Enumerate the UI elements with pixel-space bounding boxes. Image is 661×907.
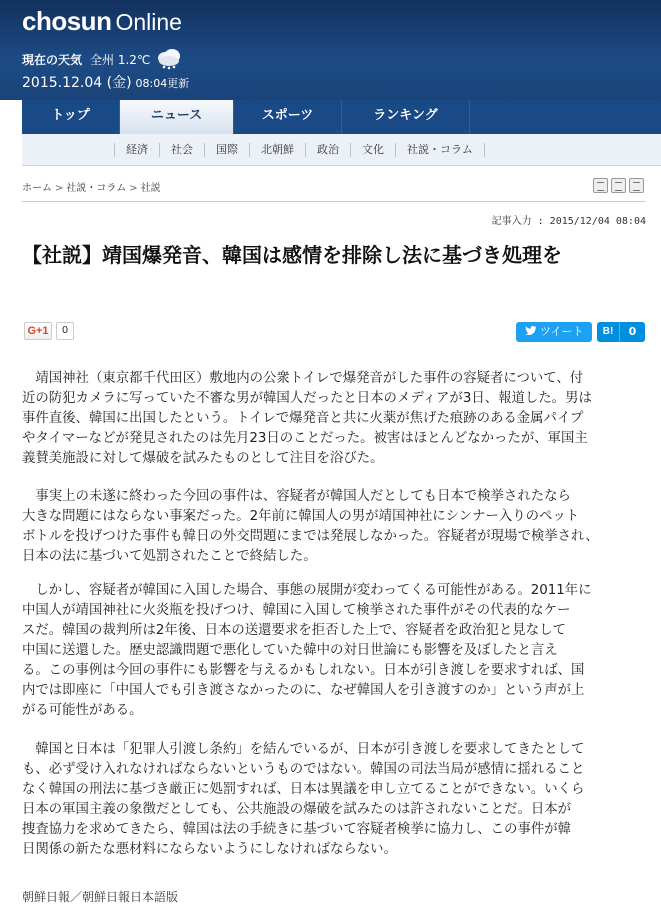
paragraph-line: 事件直後、韓国に出国したという。トイレで爆発音と共に火薬が焦げた痕跡のある金属パイプ [22,411,584,426]
paragraph-line: しかし、容疑者が韓国に入国した場合、事態の展開が変わってくる可能性がある。2011年に [22,583,592,598]
article-paragraph-3 [22,581,646,721]
print-icon[interactable] [593,178,608,193]
paragraph-line: 韓国と日本は「犯罪人引渡し条約」を結んでいるが、日本が引き渡しを要求してきたとして [22,742,585,757]
paragraph-line: ボトルを投げつけた事件も韓日の外交問題にまでは発展しなかった。容疑者が現場で検挙され、 [22,529,599,544]
list-icon[interactable] [611,178,626,193]
tweet-button[interactable] [516,322,592,342]
cloud-snow-icon [156,48,182,70]
paragraph-line: がる可能性がある。 [22,703,143,718]
twitter-bird-icon [525,325,541,338]
article-title: 【社説】靖国爆発音、韓国は感情を排除し法に基づき処理を [22,243,562,267]
paragraph-line: 靖国神社（東京都千代田区）敷地内の公衆トイレで爆発音がした事件の容疑者について、付 [22,371,584,386]
hatena-bookmark [597,322,645,342]
subnav-politics[interactable]: 政治 [306,143,351,157]
subnav-editorial[interactable]: 社説・コラム [396,143,485,157]
nav-sports[interactable]: スポーツ [234,100,342,134]
weather-widget [22,48,182,70]
paragraph-line: も、必ず受け入れなければならないというものではない。韓国の司法当局が感情に揺れること [22,762,585,777]
breadcrumb-separator: > [129,183,138,194]
tweet-label: ツイート [540,325,584,338]
gplus-share [24,321,74,341]
site-header [0,0,661,100]
subnav-culture[interactable]: 文化 [351,143,396,157]
gplus-button[interactable]: G+1 [24,322,52,340]
logo-main: chosun [22,6,112,36]
sub-nav [22,134,661,166]
breadcrumb-separator: > [55,183,64,194]
paragraph-line: なく韓国の刑法に基づき厳正に処罰すれば、日本は異議を申し立てることができない。いくら [22,782,585,797]
article-paragraph-1 [22,369,646,469]
paragraph-line: 事実上の未遂に終わった今回の事件は、容疑者が韓国人だとしても日本で検挙されたなら [22,489,571,504]
breadcrumb-editorial-column[interactable]: 社説・コラム [66,183,127,194]
paragraph-line: 内では即座に「中国人でも引き渡さなかったのに、なぜ韓国人を引き渡すのか」という声が上 [22,683,585,698]
paragraph-line: る。この事例は今回の事件にも影響を与えるかもしれない。日本が引き渡しを要求すれば、国 [22,663,585,678]
update-time: 08:04更新 [135,77,190,90]
breadcrumb [22,179,161,194]
article-source: 朝鮮日報／朝鮮日報日本語版 [22,890,179,904]
paragraph-line: スだ。韓国の裁判所は2年後、日本の送還要求を拒否した上で、容疑者を政治犯と見なして [22,623,566,638]
paragraph-line: 日関係の新たな悪材料にならないようにしなければならない。 [22,842,397,857]
subnav-economy[interactable]: 経済 [114,143,160,157]
update-datetime [22,72,189,92]
nav-top[interactable]: トップ [22,100,120,134]
paragraph-line: 大きな問題にはならない事案だった。2年前に韓国人の男が靖国神社にシンナー入りのペット [22,509,580,524]
paragraph-line: 中国に送還した。歴史認識問題で悪化していた韓中の対日世論にも影響を及ぼしたと言え [22,643,558,658]
nav-ranking[interactable]: ランキング [342,100,470,134]
weather-label: 現在の天気 [22,52,83,67]
breadcrumb-home[interactable]: ホーム [22,183,52,194]
subnav-north-korea[interactable]: 北朝鮮 [250,143,306,157]
site-logo[interactable] [22,6,182,37]
hatena-count: 0 [619,322,645,342]
paragraph-line: 日本の軍国主義の象徴だとしても、公共施設の爆破を試みたのは許されないことだ。日本が [22,802,572,817]
subnav-international[interactable]: 国際 [205,143,250,157]
paragraph-line: 日本の法に基づいて処罰されたことで終結した。 [22,549,317,564]
gplus-count: 0 [56,322,74,340]
paragraph-line: やタイマーなどが発見されたのは先月23日のことだった。被害はほとんどなかったが、軍国主 [22,431,588,446]
article-paragraph-4 [22,740,646,860]
article-paragraph-2 [22,487,646,567]
article-timestamp: 記事入力 : 2015/12/04 08:04 [491,216,646,227]
paragraph-line: 捜査協力を求めてきたら、韓国は法の手続きに基づいて容疑者検挙に協力し、この事件が韓 [22,822,572,837]
date-text: 2015.12.04 (金) [22,75,132,91]
nav-news[interactable]: ニュース [120,100,234,134]
divider [22,201,646,202]
weather-value: 全州 1.2℃ [90,52,151,67]
paragraph-line: 近の防犯カメラに写っていた不審な男が韓国人だったと日本のメディアが3日、報道した。男は [22,391,592,406]
article-tools [593,178,644,193]
zoom-icon[interactable] [629,178,644,193]
breadcrumb-editorial[interactable]: 社説 [140,183,161,194]
paragraph-line: 中国人が靖国神社に火炎瓶を投げつけ、韓国に入国して検挙された事件がその代表的なケー [22,603,571,618]
main-nav [22,100,661,134]
paragraph-line: 義賛美施設に対して爆破を試みたものとして注目を浴びた。 [22,451,384,466]
hatena-button[interactable]: B! [597,322,619,342]
subnav-society[interactable]: 社会 [160,143,205,157]
logo-sub: Online [115,9,182,35]
